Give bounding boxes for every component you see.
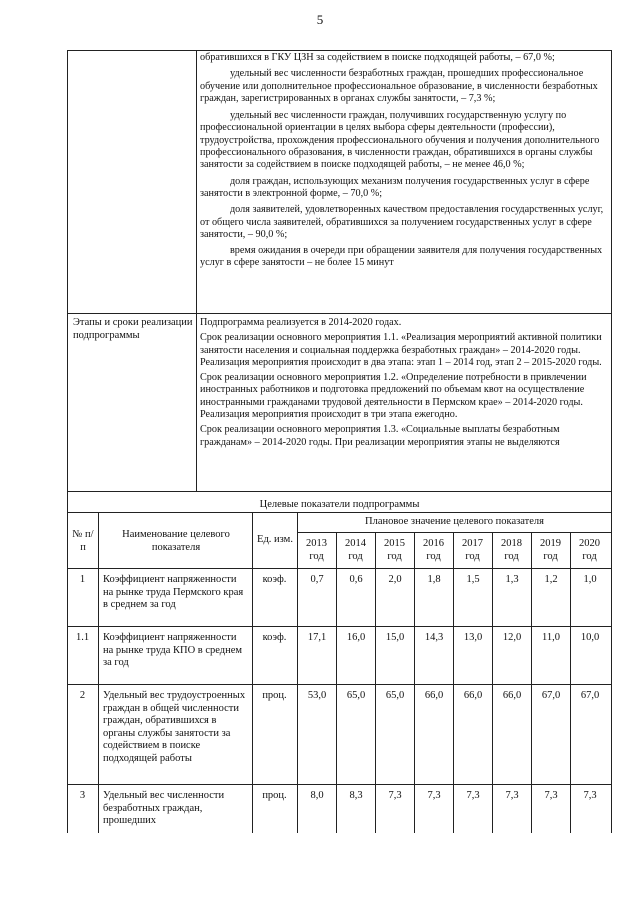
- row-number: 1: [79, 574, 86, 585]
- row-unit: проц.: [262, 690, 287, 701]
- row-value: 1,8: [427, 574, 441, 585]
- row-value: 67,0: [541, 690, 561, 701]
- row-value: 14,3: [424, 632, 444, 643]
- row-value: 66,0: [424, 690, 444, 701]
- year-header: [297, 538, 336, 563]
- table-divider: [67, 313, 612, 314]
- row-value: 66,0: [463, 690, 483, 701]
- row-value: 7,3: [388, 790, 402, 801]
- year-header-word: год: [465, 550, 480, 562]
- row-value: 7,3: [505, 790, 519, 801]
- year-header: [336, 538, 375, 563]
- row-value: 7,3: [466, 790, 480, 801]
- row-value: 0,6: [349, 574, 363, 585]
- paragraph: доля граждан, использующих механизм получения государственных услуг в сфере занятости в электронной форме, – 70,0 %;: [200, 175, 590, 199]
- row-unit: коэф.: [262, 632, 287, 643]
- row-value: 1,5: [466, 574, 480, 585]
- row-value: 17,1: [307, 632, 327, 643]
- col-header-plan: Плановое значение целевого показателя: [365, 516, 544, 527]
- row-unit: коэф.: [262, 574, 287, 585]
- table-divider: [453, 532, 454, 833]
- section-title: Целевые показатели подпрограммы: [259, 499, 420, 510]
- row-value: 67,0: [580, 690, 600, 701]
- col-header-unit: Ед. изм.: [257, 534, 293, 545]
- row-name: Удельный вес численности безработных граждан, прошедших: [103, 790, 225, 826]
- paragraph: обратившихся в ГКУ ЦЗН за содействием в поиске подходящей работы, – 67,0 %;: [200, 52, 555, 63]
- table-divider: [414, 532, 415, 833]
- row-value: 7,3: [544, 790, 558, 801]
- year-header: [492, 538, 531, 563]
- row-unit: проц.: [262, 790, 287, 801]
- paragraph: удельный вес численности граждан, получивших государственную услугу по профессиональной ориентации в целях выбора сферы деятельности (профессии), трудоустройства, прохождения профессионального обучения и получения дополнительного профессионального образования, в численности граждан, обратившихся в органы службы занятости за содействием в поиске подходящей работы, – не менее 46,0 %;: [200, 110, 600, 171]
- row-name: Удельный вес трудоустроенных граждан в общей численности граждан, обратившихся в органы службы занятости за содействием в поиске подходящей работы: [103, 690, 246, 764]
- stages-label: Этапы и сроки реализации подпрограммы: [73, 317, 193, 341]
- row-value: 65,0: [385, 690, 405, 701]
- year-header-year: 2013: [306, 538, 327, 549]
- paragraph: Срок реализации основного мероприятия 1.2. «Определение потребности в привлечении иностранных работников и подготовка предложений по объемам квот на осуществление иностранными гражданами трудовой деятельности в Пермском крае» – 2014-2020 годы. Реализация мероприятия происходит в три этапа ежегодно.: [200, 372, 587, 421]
- row-value: 65,0: [346, 690, 366, 701]
- table-divider: [570, 532, 571, 833]
- year-header-year: 2018: [501, 538, 522, 549]
- row-value: 10,0: [580, 632, 600, 643]
- row-number: 1.1: [75, 632, 90, 643]
- year-header-year: 2017: [462, 538, 483, 549]
- paragraph: удельный вес численности безработных граждан, прошедших профессиональное обучение или дополнительное профессиональное образование, в численности безработных граждан, зарегистрированных в органах службы занятости, – 7,3 %;: [200, 68, 598, 104]
- col-header-name: Наименование целевого показателя: [122, 529, 230, 553]
- year-header-word: год: [582, 550, 597, 562]
- year-header-year: 2019: [540, 538, 561, 549]
- table-divider: [375, 532, 376, 833]
- row-name: Коэффициент напряженности на рынке труда КПО в среднем за год: [103, 632, 243, 668]
- row-number: 2: [79, 690, 86, 701]
- top-text-block: [200, 52, 605, 270]
- row-value: 53,0: [307, 690, 327, 701]
- year-header-year: 2015: [384, 538, 405, 549]
- paragraph: Подпрограмма реализуется в 2014-2020 годах.: [200, 317, 402, 328]
- row-value: 7,3: [583, 790, 597, 801]
- year-header: [570, 538, 609, 563]
- table-divider: [67, 491, 612, 492]
- year-header-word: год: [309, 550, 324, 562]
- table-divider: [67, 784, 612, 785]
- page-number: 5: [316, 12, 324, 27]
- row-value: 1,3: [505, 574, 519, 585]
- year-header: [375, 538, 414, 563]
- row-value: 11,0: [542, 632, 560, 643]
- table-divider: [297, 532, 612, 533]
- row-value: 15,0: [385, 632, 405, 643]
- year-header-year: 2016: [423, 538, 444, 549]
- row-value: 12,0: [502, 632, 522, 643]
- table-divider: [67, 512, 612, 513]
- paragraph: время ожидания в очереди при обращении заявителя для получения государственных услуг в сфере занятости – не более 15 минут: [200, 245, 603, 269]
- row-value: 13,0: [463, 632, 483, 643]
- row-value: 1,2: [544, 574, 558, 585]
- year-header-year: 2014: [345, 538, 366, 549]
- row-number: 3: [79, 790, 86, 801]
- stages-text-block: [200, 317, 605, 449]
- year-header-word: год: [426, 550, 441, 562]
- row-value: 7,3: [427, 790, 441, 801]
- table-divider: [67, 684, 612, 685]
- row-value: 8,3: [349, 790, 363, 801]
- row-value: 8,0: [310, 790, 324, 801]
- row-name: Коэффициент напряженности на рынке труда Пермского края в среднем за год: [103, 574, 244, 610]
- table-divider: [67, 626, 612, 627]
- table-divider: [196, 50, 197, 491]
- year-header: [453, 538, 492, 563]
- year-header: [531, 538, 570, 563]
- col-header-no: № п/п: [72, 529, 94, 553]
- paragraph: Срок реализации основного мероприятия 1.1. «Реализация мероприятий активной политики занятости населения и социальная поддержка безработных граждан» – 2014-2020 годы. Реализация мероприятия происходит в два этапа: этап 1 – 2014 год, этап 2 – 2015-2020 годы.: [200, 332, 602, 368]
- year-header-word: год: [543, 550, 558, 562]
- table-divider: [67, 568, 612, 569]
- table-divider: [531, 532, 532, 833]
- paragraph: доля заявителей, удовлетворенных качеством предоставления государственных услуг, от общего числа заявителей, обратившихся за получением государственных услуг в сфере занятости, – 90,0 %;: [200, 204, 604, 240]
- row-value: 2,0: [388, 574, 402, 585]
- paragraph: Срок реализации основного мероприятия 1.3. «Социальные выплаты безработным гражданам» – 2014-2020 годы. При реализации мероприятия этапы не выделяются: [200, 424, 560, 448]
- row-value: 16,0: [346, 632, 366, 643]
- year-header-year: 2020: [579, 538, 600, 549]
- year-header: [414, 538, 453, 563]
- table-divider: [336, 532, 337, 833]
- row-value: 1,0: [583, 574, 597, 585]
- row-value: 66,0: [502, 690, 522, 701]
- table-divider: [492, 532, 493, 833]
- year-header-word: год: [504, 550, 519, 562]
- row-value: 0,7: [310, 574, 324, 585]
- year-header-word: год: [348, 550, 363, 562]
- year-header-word: год: [387, 550, 402, 562]
